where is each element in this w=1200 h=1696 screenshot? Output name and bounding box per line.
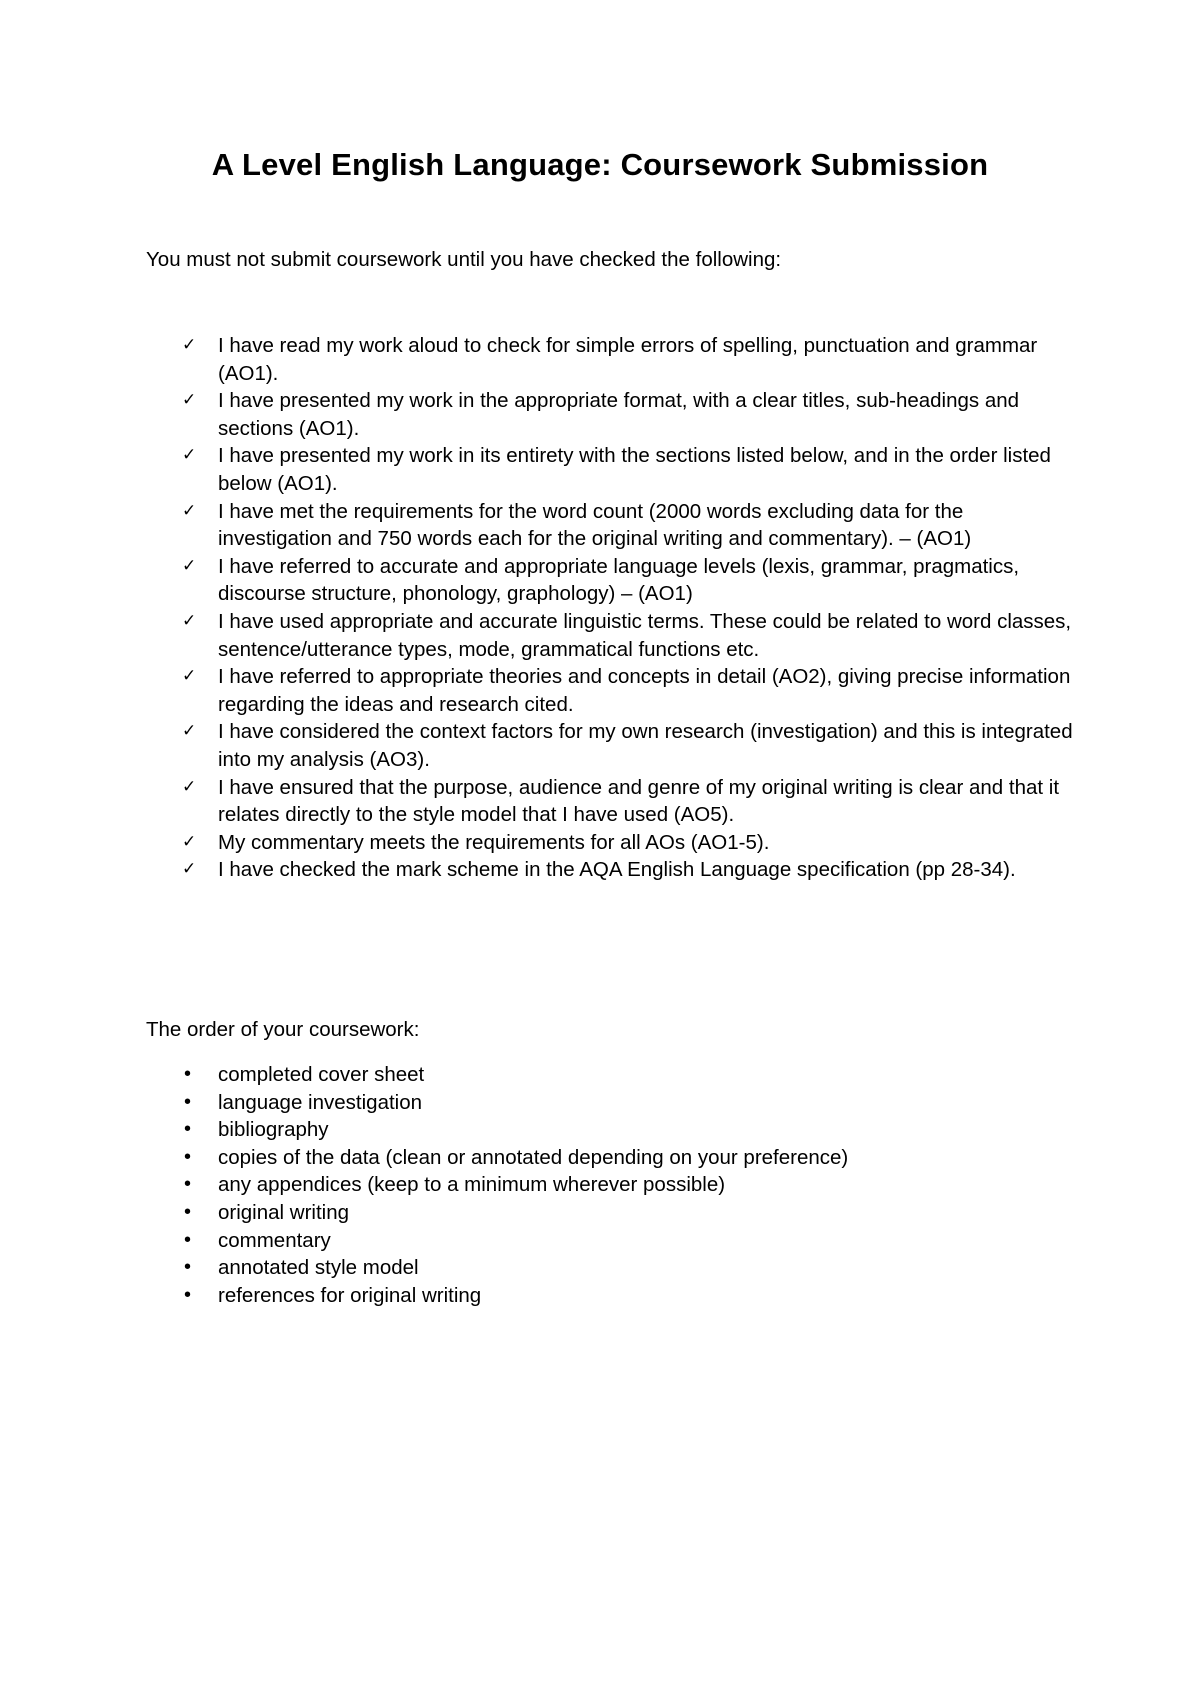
order-heading: The order of your coursework: <box>146 1018 420 1041</box>
order-item-text: language investigation <box>218 1090 423 1114</box>
coursework-order-list <box>146 1061 1046 1309</box>
checklist-item-text: I have referred to appropriate theories and concepts in detail (AO2), giving precise information regarding the ideas and research cited. <box>218 665 1071 716</box>
bullet-icon: • <box>184 1256 192 1279</box>
bullet-icon: • <box>184 1090 192 1113</box>
order-item-text: original writing <box>218 1200 350 1224</box>
order-list-item <box>146 1254 1046 1282</box>
order-list-item <box>146 1171 1046 1199</box>
bullet-icon: • <box>184 1228 192 1251</box>
order-list-item <box>146 1282 1046 1310</box>
check-mark-icon: ✓ <box>182 666 197 687</box>
order-list-item <box>146 1144 1046 1172</box>
checklist-item <box>146 442 1076 497</box>
check-mark-icon: ✓ <box>182 390 197 411</box>
check-mark-icon: ✓ <box>182 555 197 576</box>
checklist-item <box>146 829 1076 857</box>
order-item-text: references for original writing <box>218 1283 482 1307</box>
order-list-item <box>146 1089 1046 1117</box>
checklist-item <box>146 608 1076 663</box>
check-mark-icon: ✓ <box>182 776 197 797</box>
checklist-item <box>146 774 1076 829</box>
checklist-item <box>146 663 1076 718</box>
bullet-icon: • <box>184 1200 192 1223</box>
checklist-item <box>146 387 1076 442</box>
checklist-item-text: I have presented my work in its entirety with the sections listed below, and in the order listed below (AO1). <box>218 444 1051 495</box>
order-item-text: any appendices (keep to a minimum wherever possible) <box>218 1173 726 1197</box>
intro-text: You must not submit coursework until you have checked the following: <box>146 248 782 271</box>
submission-checklist <box>146 332 1076 884</box>
checklist-item-text: I have met the requirements for the word count (2000 words excluding data for the investigation and 750 words each for the original writing and commentary). – (AO1) <box>218 499 972 551</box>
check-mark-icon: ✓ <box>182 831 197 852</box>
bullet-icon: • <box>184 1063 192 1085</box>
checklist-item <box>146 553 1076 608</box>
check-mark-icon: ✓ <box>182 721 197 742</box>
checklist-item-text: I have ensured that the purpose, audience and genre of my original writing is clear and that it relates directly to the style model that I have used (AO5). <box>218 775 1060 827</box>
order-list-item <box>146 1116 1046 1144</box>
bullet-icon: • <box>184 1173 192 1196</box>
check-mark-icon: ✓ <box>182 335 197 355</box>
order-list-item <box>146 1061 1046 1089</box>
order-list-item <box>146 1199 1046 1227</box>
check-mark-icon: ✓ <box>182 445 197 466</box>
checklist-item-text: I have checked the mark scheme in the AQA English Language specification (pp 28-34). <box>218 858 1016 882</box>
checklist-item-text: I have considered the context factors for my own research (investigation) and this is integrated into my analysis (AO3). <box>218 720 1073 771</box>
checklist-item <box>146 856 1076 884</box>
checklist-item <box>146 718 1076 773</box>
checklist-item-text: I have presented my work in the appropriate format, with a clear titles, sub-headings and sections (AO1). <box>218 389 1020 440</box>
order-item-text: annotated style model <box>218 1256 419 1280</box>
order-item-text: completed cover sheet <box>218 1063 425 1086</box>
checklist-item <box>146 332 1076 387</box>
order-item-text: copies of the data (clean or annotated depending on your preference) <box>218 1145 849 1169</box>
checklist-item-text: I have referred to accurate and appropriate language levels (lexis, grammar, pragmatics, discourse structure, phonology, graphology) – (AO1) <box>218 554 1020 606</box>
checklist-item-text: I have read my work aloud to check for simple errors of spelling, punctuation and grammar (AO1). <box>218 334 1038 385</box>
bullet-icon: • <box>184 1283 192 1306</box>
bullet-icon: • <box>184 1118 192 1141</box>
page-title: A Level English Language: Coursework Submission <box>211 147 989 182</box>
checklist-item <box>146 498 1076 553</box>
order-item-text: commentary <box>218 1228 331 1252</box>
check-mark-icon: ✓ <box>182 500 197 521</box>
checklist-item-text: My commentary meets the requirements for all AOs (AO1-5). <box>218 830 770 854</box>
check-mark-icon: ✓ <box>182 859 197 880</box>
checklist-item-text: I have used appropriate and accurate linguistic terms. These could be related to word classes, sentence/utterance types, mode, grammatical functions etc. <box>218 609 1072 661</box>
bullet-icon: • <box>184 1145 192 1168</box>
order-item-text: bibliography <box>218 1118 329 1142</box>
order-list-item <box>146 1227 1046 1255</box>
check-mark-icon: ✓ <box>182 610 197 631</box>
